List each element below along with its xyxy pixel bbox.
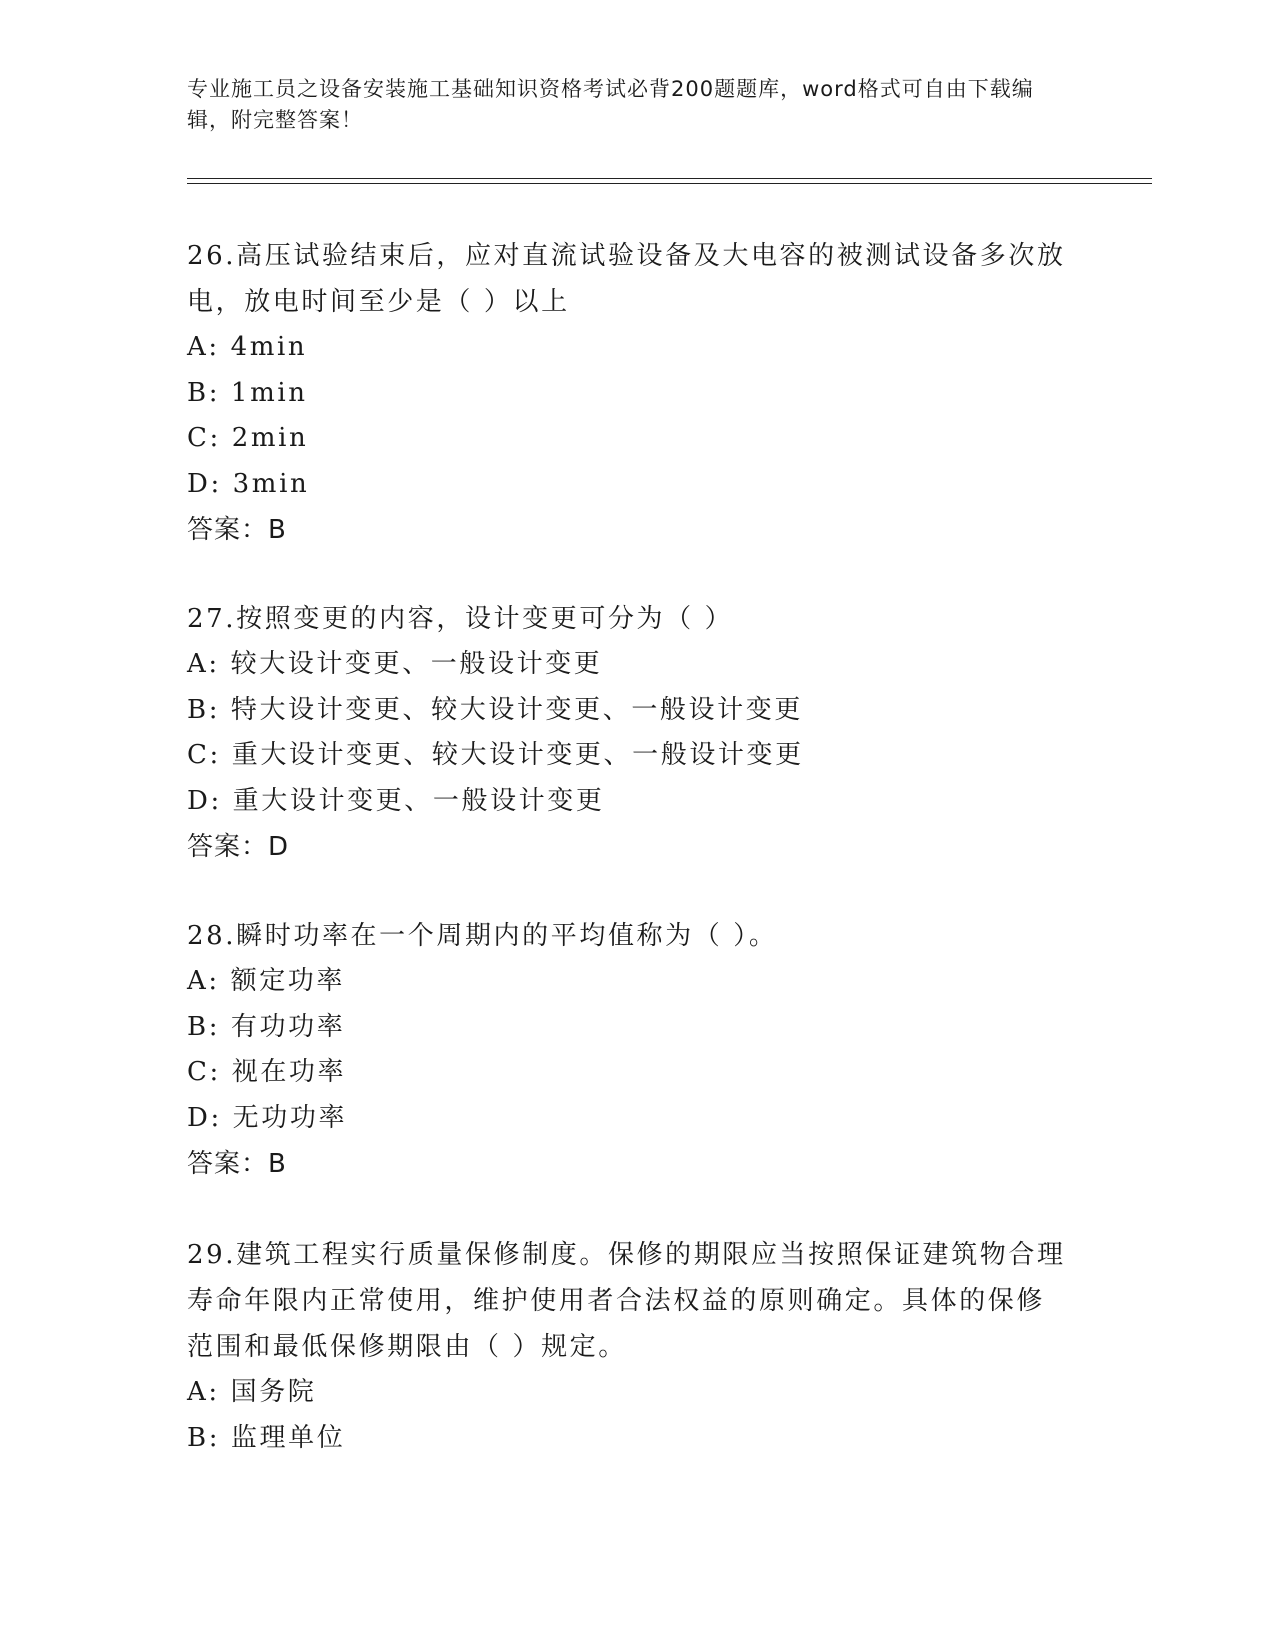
- option-b: B: 1min: [187, 377, 308, 408]
- question-stem: 26.高压试验结束后，应对直流试验设备及大电容的被测试设备多次放电，放电时间至少是（ ）以上: [187, 241, 1066, 317]
- question-27: [187, 596, 1087, 870]
- answer: 答案：B: [187, 1149, 287, 1179]
- option-d: D: 重大设计变更、一般设计变更: [187, 785, 605, 816]
- option-b: B: 监理单位: [187, 1422, 346, 1453]
- answer: 答案：D: [187, 832, 290, 862]
- header-divider-bottom: [187, 183, 1152, 184]
- answer: 答案：B: [187, 515, 287, 545]
- option-a: A: 额定功率: [187, 966, 346, 996]
- option-a: A: 国务院: [187, 1377, 317, 1407]
- option-d: D: 无功功率: [187, 1102, 348, 1133]
- question-26: [187, 233, 1067, 553]
- option-c: C: 2min: [187, 423, 309, 453]
- option-c: C: 重大设计变更、较大设计变更、一般设计变更: [187, 740, 804, 770]
- question-stem: 29.建筑工程实行质量保修制度。保修的期限应当按照保证建筑物合理寿命年限内正常使用，维护使用者合法权益的原则确定。具体的保修范围和最低保修期限由（ ）规定。: [187, 1240, 1066, 1362]
- option-b: B: 有功功率: [187, 1011, 346, 1042]
- option-b: B: 特大设计变更、较大设计变更、一般设计变更: [187, 694, 803, 725]
- question-28: [187, 913, 1087, 1187]
- option-d: D: 3min: [187, 468, 310, 499]
- option-a: A: 较大设计变更、一般设计变更: [187, 649, 603, 679]
- document-header: 专业施工员之设备安装施工基础知识资格考试必背200题题库，word格式可自由下载编辑，附完整答案！: [187, 77, 1034, 132]
- option-c: C: 视在功率: [187, 1057, 347, 1087]
- question-29: [187, 1232, 1067, 1461]
- question-stem: 28.瞬时功率在一个周期内的平均值称为（ ）。: [187, 921, 778, 951]
- question-stem: 27.按照变更的内容，设计变更可分为（ ）: [187, 604, 734, 634]
- header-divider-top: [187, 178, 1152, 179]
- option-a: A: 4min: [187, 332, 308, 362]
